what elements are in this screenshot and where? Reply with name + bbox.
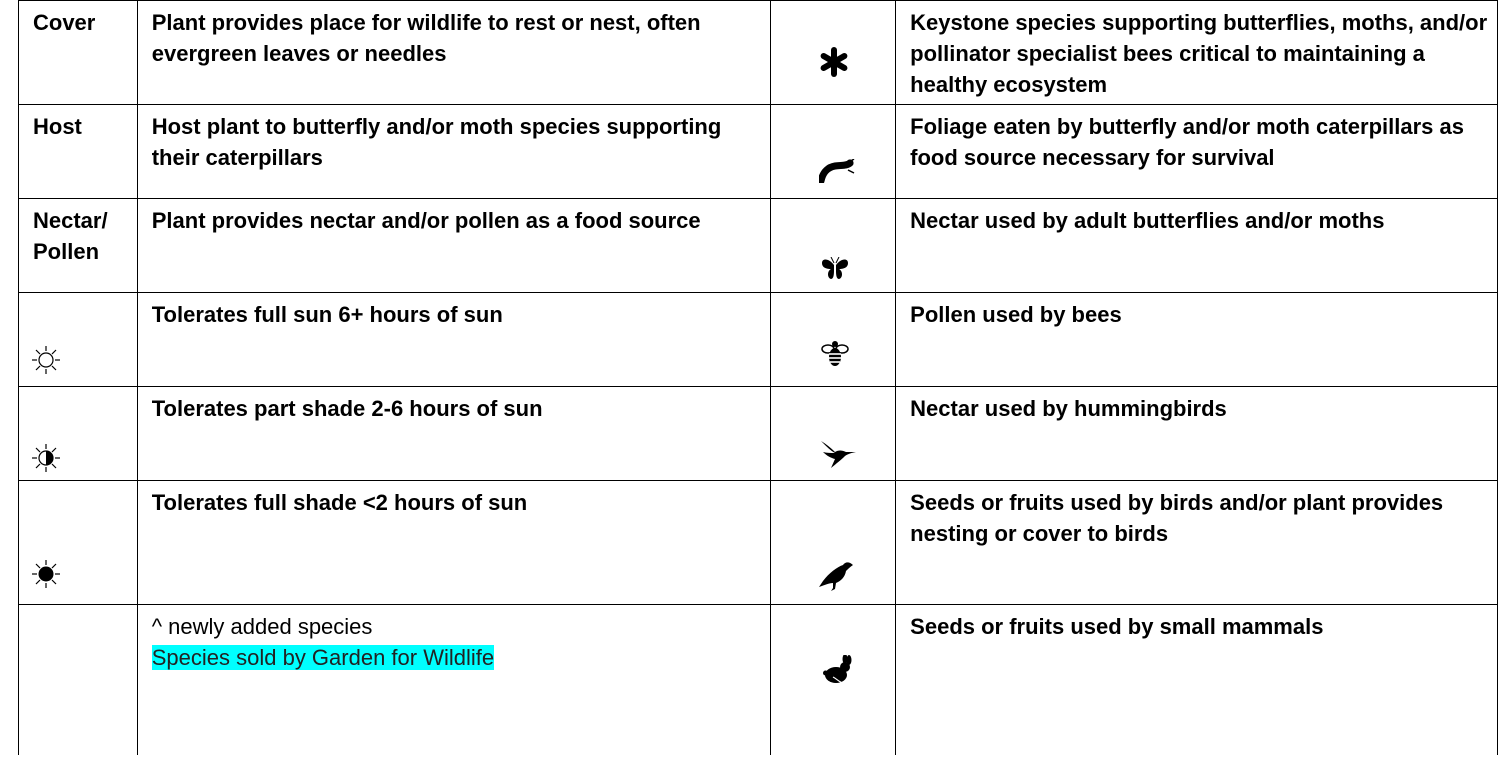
note-sold-by-garden: Species sold by Garden for Wildlife [151, 645, 495, 670]
description-part-shade: Tolerates part shade 2-6 hours of sun [137, 387, 770, 481]
asterisk-icon [819, 47, 849, 77]
legend-row-full-shade [19, 481, 1498, 605]
icon-description-caterpillar: Foliage eaten by butterfly and/or moth caterpillars as food source necessary for survival [896, 105, 1498, 199]
term-host: Host [19, 105, 138, 199]
legend-row-notes [19, 605, 1498, 755]
description-host: Host plant to butterfly and/or moth species supporting their caterpillars [137, 105, 770, 199]
term-icon-cell-part-shade [19, 387, 138, 481]
icon-cell-caterpillar [770, 105, 895, 199]
legend-row-part-shade [19, 387, 1498, 481]
icon-description-keystone: Keystone species supporting butterflies, moths, and/or pollinator specialist bees critical to maintaining a healthy ecosystem [896, 1, 1498, 105]
full-shade-icon [31, 559, 61, 589]
term-nectar-line: Nectar/ [33, 208, 108, 233]
icon-cell-rabbit [770, 605, 895, 755]
note-newly-added: ^ newly added species [151, 614, 373, 639]
hummingbird-icon [821, 441, 857, 469]
icon-cell-bee [770, 293, 895, 387]
full-sun-icon [31, 345, 61, 375]
legend-row-nectar-pollen [19, 199, 1498, 293]
icon-description-bee: Pollen used by bees [896, 293, 1498, 387]
term-empty [19, 605, 138, 755]
icon-cell-hummingbird [770, 387, 895, 481]
icon-cell-butterfly [770, 199, 895, 293]
butterfly-icon [821, 257, 849, 281]
description-nectar-pollen: Plant provides nectar and/or pollen as a food source [137, 199, 770, 293]
term-icon-cell-full-sun [19, 293, 138, 387]
legend-row-full-sun [19, 293, 1498, 387]
caterpillar-icon [819, 159, 855, 183]
description-full-shade: Tolerates full shade <2 hours of sun [137, 481, 770, 605]
icon-description-rabbit: Seeds or fruits used by small mammals [896, 605, 1498, 755]
description-cover: Plant provides place for wildlife to rest or nest, often evergreen leaves or needles [137, 1, 770, 105]
term-icon-cell-full-shade [19, 481, 138, 605]
icon-description-butterfly: Nectar used by adult butterflies and/or moths [896, 199, 1498, 293]
rabbit-icon [823, 655, 853, 685]
part-shade-icon [31, 443, 61, 473]
legend-row-cover [19, 1, 1498, 105]
description-full-sun: Tolerates full sun 6+ hours of sun [137, 293, 770, 387]
term-nectar-pollen [19, 199, 138, 293]
term-pollen-line: Pollen [33, 239, 100, 264]
icon-description-hummingbird: Nectar used by hummingbirds [896, 387, 1498, 481]
bird-icon [819, 561, 853, 593]
legend-table [18, 0, 1498, 755]
legend-row-host [19, 105, 1498, 199]
icon-description-bird: Seeds or fruits used by birds and/or plant provides nesting or cover to birds [896, 481, 1498, 605]
icon-cell-keystone [770, 1, 895, 105]
term-cover: Cover [19, 1, 138, 105]
bee-icon [821, 339, 849, 369]
notes-cell [137, 605, 770, 755]
icon-cell-bird [770, 481, 895, 605]
